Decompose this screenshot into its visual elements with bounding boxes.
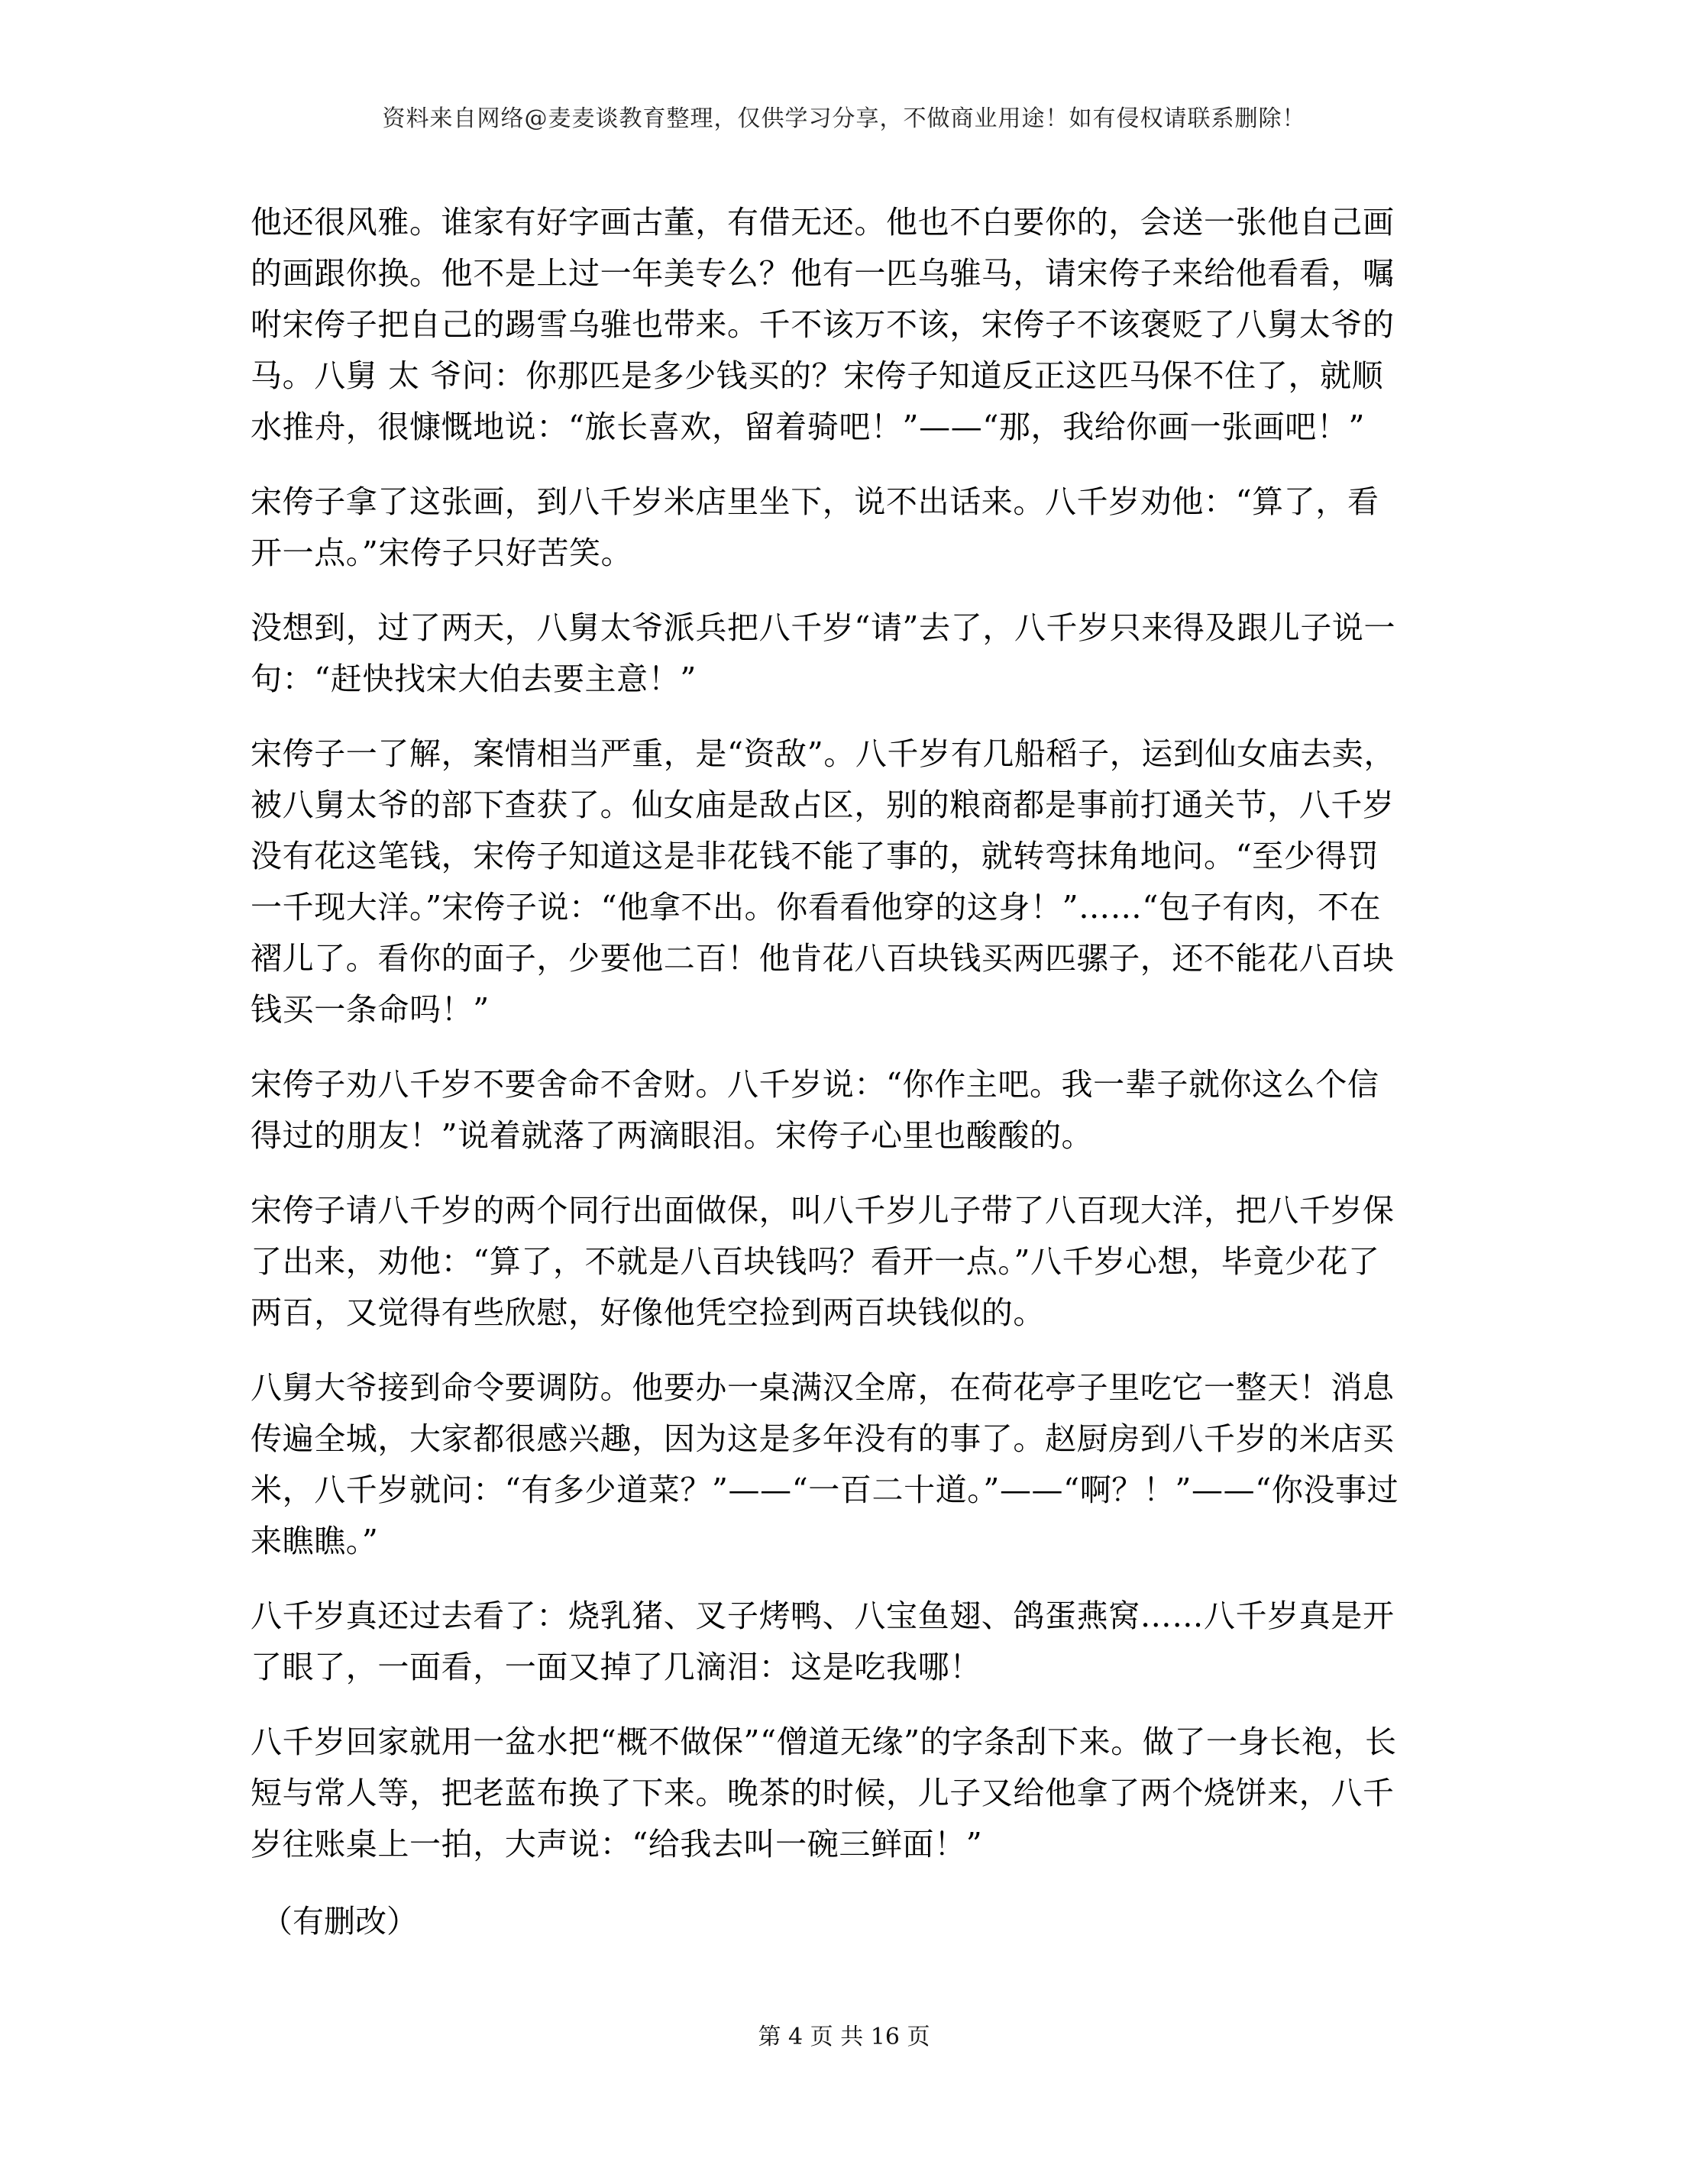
text-line: 开一点。”宋侉子只好苦笑。 bbox=[251, 535, 633, 571]
text-line: 来瞧瞧。” bbox=[251, 1523, 379, 1559]
text-line: 句：“赶快找宋大伯去要主意！” bbox=[251, 661, 697, 697]
paragraph-5 bbox=[251, 1059, 1442, 1161]
text-line: 他还很风雅。谁家有好字画古董，有借无还。他也不白要你的，会送一张他自己画 bbox=[251, 204, 1395, 241]
text-line: 的画跟你换。他不是上过一年美专么？他有一匹乌骓马，请宋侉子来给他看看，嘱 bbox=[251, 255, 1395, 292]
text-line: 岁往账桌上一拍，大声说：“给我去叫一碗三鲜面！” bbox=[251, 1826, 983, 1863]
text-line: 马。八舅 太 爷问：你那匹是多少钱买的？宋侉子知道反正这匹马保不住了，就顺 bbox=[251, 357, 1384, 394]
text-line: 两百，又觉得有些欣慰，好像他凭空捡到两百块钱似的。 bbox=[251, 1294, 1045, 1331]
text-line: 宋侉子劝八千岁不要舍命不舍财。八千岁说：“你作主吧。我一辈子就你这么个信 bbox=[251, 1066, 1379, 1103]
text-line: 钱买一条命吗！” bbox=[251, 991, 490, 1028]
text-line: 了眼了，一面看，一面又掉了几滴泪：这是吃我哪！ bbox=[251, 1649, 981, 1685]
text-line: 宋侉子一了解，案情相当严重，是“资敌”。八千岁有几船稻子，运到仙女庙去卖， bbox=[251, 735, 1396, 772]
document-body bbox=[251, 197, 1442, 1947]
text-line: 宋侉子请八千岁的两个同行出面做保，叫八千岁儿子带了八百现大洋，把八千岁保 bbox=[251, 1192, 1395, 1229]
text-line: 褶儿了。看你的面子，少要他二百！他肯花八百块钱买两匹骡子，还不能花八百块 bbox=[251, 940, 1395, 977]
paragraph-7 bbox=[251, 1362, 1442, 1567]
text-line: 没有花这笔钱，宋侉子知道这是非花钱不能了事的，就转弯抹角地问。“至少得罚 bbox=[251, 838, 1379, 874]
text-line: 一千现大洋。”宋侉子说：“他拿不出。你看看他穿的这身！”……“包子有肉，不在 bbox=[251, 889, 1382, 926]
text-line: 了出来，劝他：“算了，不就是八百块钱吗？看开一点。”八千岁心想，毕竟少花了 bbox=[251, 1243, 1380, 1280]
page-header-disclaimer: 资料来自网络@麦麦谈教育整理，仅供学习分享，不做商业用途！如有侵权请联系删除！ bbox=[382, 105, 1306, 132]
text-line: 水推舟，很慷慨地说：“旅长喜欢，留着骑吧！”——“那，我给你画一张画吧！” bbox=[251, 409, 1366, 445]
text-line: 短与常人等，把老蓝布换了下来。晚茶的时候，儿子又给他拿了两个烧饼来，八千 bbox=[251, 1775, 1395, 1811]
text-line: 被八舅太爷的部下查获了。仙女庙是敌占区，别的粮商都是事前打通关节，八千岁 bbox=[251, 787, 1395, 823]
text-line: 八舅大爷接到命令要调防。他要办一桌满汉全席，在荷花亭子里吃它一整天！消息 bbox=[251, 1369, 1395, 1406]
paragraph-4 bbox=[251, 729, 1442, 1035]
text-line: 咐宋侉子把自己的踢雪乌骓也带来。千不该万不该，宋侉子不该褒贬了八舅太爷的 bbox=[251, 306, 1395, 343]
paragraph-3 bbox=[251, 603, 1442, 705]
paragraph-8 bbox=[251, 1591, 1442, 1693]
text-line: 宋侉子拿了这张画，到八千岁米店里坐下，说不出话来。八千岁劝他：“算了，看 bbox=[251, 483, 1379, 520]
text-line: 传遍全城，大家都很感兴趣，因为这是多年没有的事了。赵厨房到八千岁的米店买 bbox=[251, 1420, 1395, 1457]
paragraph-9 bbox=[251, 1717, 1442, 1870]
text-line: 米，八千岁就问：“有多少道菜？”——“一百二十道。”——“啊？！”——“你没事过 bbox=[251, 1472, 1399, 1508]
edited-note: （有删改） bbox=[261, 1903, 418, 1940]
paragraph-6 bbox=[251, 1185, 1442, 1339]
text-line: 八千岁回家就用一盆水把“概不做保”“僧道无缘”的字条刮下来。做了一身长袍，长 bbox=[251, 1724, 1397, 1760]
text-line: 得过的朋友！”说着就落了两滴眼泪。宋侉子心里也酸酸的。 bbox=[251, 1117, 1094, 1154]
paragraph-1 bbox=[251, 197, 1442, 453]
page-number-footer: 第 4 页 共 16 页 bbox=[758, 2024, 930, 2050]
text-line: 没想到，过了两天，八舅太爷派兵把八千岁“请”去了，八千岁只来得及跟儿子说一 bbox=[251, 609, 1396, 646]
paragraph-2 bbox=[251, 477, 1442, 579]
text-line: 八千岁真还过去看了：烧乳猪、叉子烤鸭、八宝鱼翅、鸽蛋燕窝……八千岁真是开 bbox=[251, 1598, 1395, 1634]
